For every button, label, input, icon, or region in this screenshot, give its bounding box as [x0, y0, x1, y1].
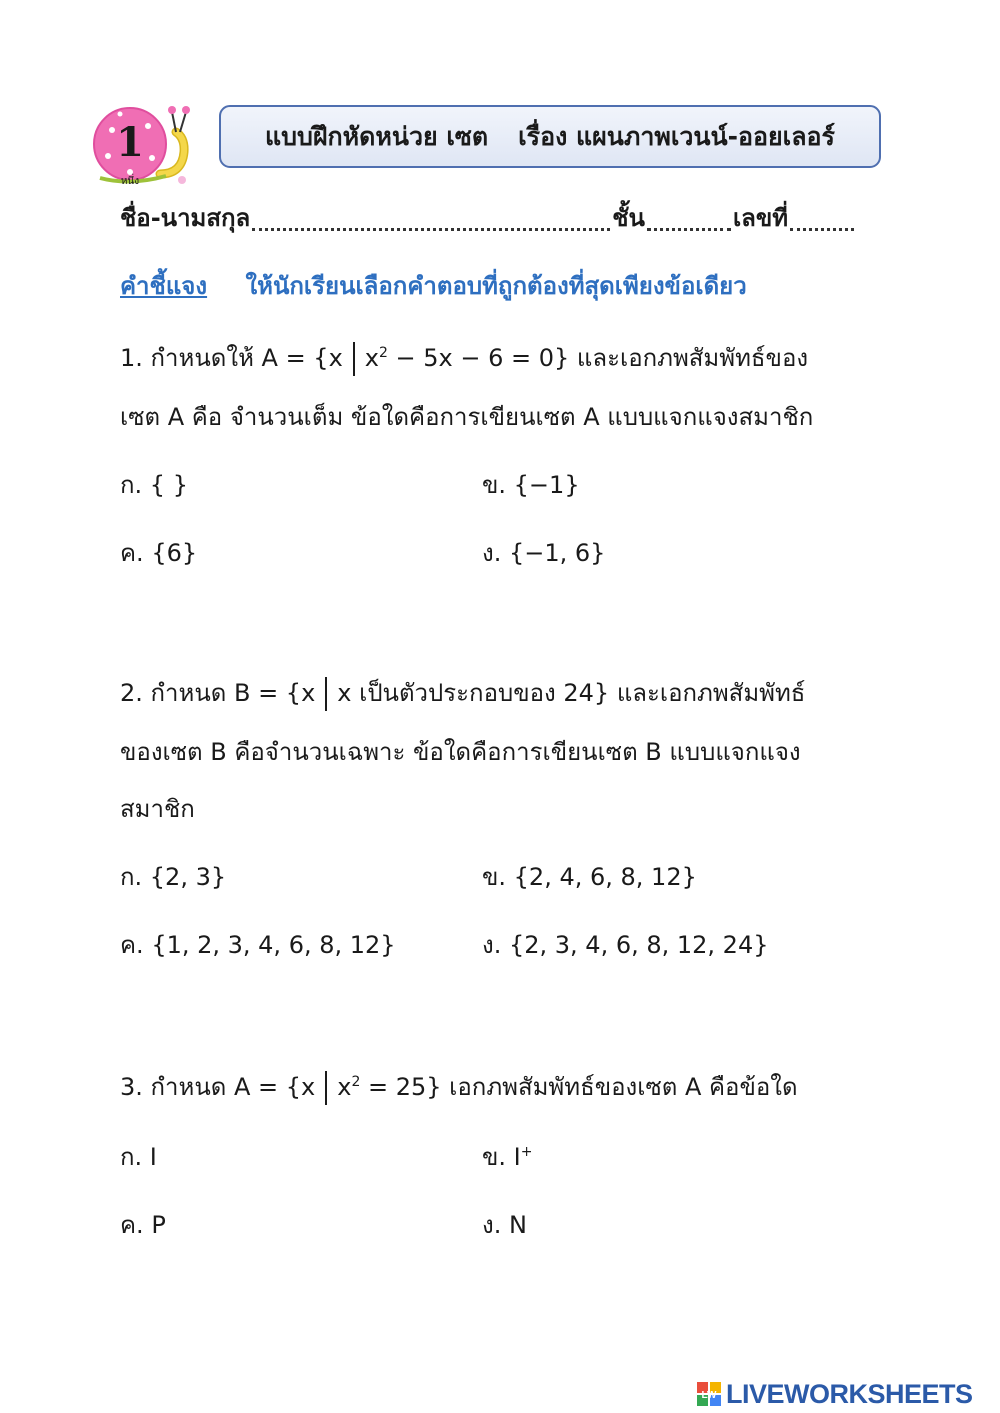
- worksheet-title: [219, 105, 881, 168]
- question-2-option-a[interactable]: ก. {2, 3}: [120, 863, 227, 891]
- question-1-option-d[interactable]: ง. {−1, 6}: [482, 539, 606, 567]
- name-field[interactable]: [252, 228, 610, 231]
- question-1-exponent: 2: [378, 345, 388, 361]
- such-that-bar: [325, 1071, 327, 1105]
- class-label: ชั้น: [612, 204, 645, 232]
- question-3-text-b: x: [337, 1073, 352, 1101]
- instructions-label: คำชี้แจง: [120, 272, 208, 300]
- question-2-text-b: x เป็นตัวประกอบของ 24} และเอกภพสัมพัทธ์: [337, 679, 806, 707]
- number-label: เลขที่: [732, 204, 789, 232]
- question-1-text-a: 1. กำหนดให้ A = {x: [120, 344, 343, 372]
- instructions: [120, 266, 747, 305]
- logo-caption: หนึ่ง: [120, 176, 140, 187]
- liveworksheets-footer[interactable]: [696, 1377, 973, 1411]
- question-3-exponent: 2: [351, 1074, 361, 1090]
- positive-superscript: +: [520, 1144, 533, 1160]
- question-3-option-d[interactable]: ง. N: [482, 1211, 527, 1239]
- question-3-option-b[interactable]: [482, 1137, 532, 1176]
- instructions-text: ให้นักเรียนเลือกคำตอบที่ถูกต้องที่สุดเพียงข้อเดียว: [245, 272, 747, 300]
- logo-number: 1: [116, 119, 144, 166]
- question-2-line-1: [120, 673, 805, 712]
- question-2-option-b[interactable]: ข. {2, 4, 6, 8, 12}: [482, 863, 697, 891]
- question-2-option-c[interactable]: ค. {1, 2, 3, 4, 6, 8, 12}: [120, 931, 396, 959]
- question-2-line-3: สมาชิก: [120, 795, 195, 823]
- snail-logo: [90, 100, 195, 188]
- question-1-option-b[interactable]: ข. {−1}: [482, 471, 580, 499]
- question-3-text-a: 3. กำหนด A = {x: [120, 1073, 316, 1101]
- question-1-text-c: − 5x − 6 = 0} และเอกภพสัมพัทธ์ของ: [387, 344, 809, 372]
- question-3-line-1: [120, 1067, 798, 1106]
- badge-letters: LW: [701, 1390, 717, 1401]
- brand-name: LIVEWORKSHEETS: [726, 1378, 973, 1409]
- question-2-option-d[interactable]: ง. {2, 3, 4, 6, 8, 12, 24}: [482, 931, 769, 959]
- number-field[interactable]: [790, 228, 854, 231]
- question-3-option-a[interactable]: ก. I: [120, 1143, 157, 1171]
- title-unit: แบบฝึกหัดหน่วย เซต: [265, 121, 489, 151]
- question-1-line-2: เซต A คือ จำนวนเต็ม ข้อใดคือการเขียนเซต A แบบแจกแจงสมาชิก: [120, 403, 814, 431]
- class-field[interactable]: [647, 228, 731, 231]
- question-2-text-a: 2. กำหนด B = {x: [120, 679, 316, 707]
- such-that-bar: [325, 677, 327, 711]
- question-3-option-b-text: ข. I: [482, 1143, 521, 1171]
- name-label: ชื่อ-นามสกุล: [120, 204, 251, 232]
- such-that-bar: [353, 342, 355, 376]
- liveworksheets-badge-icon: [696, 1381, 722, 1407]
- question-1-line-1: [120, 338, 808, 377]
- student-info-line: [120, 198, 875, 237]
- question-3-option-c[interactable]: ค. P: [120, 1211, 166, 1239]
- question-2-line-2: ของเซต B คือจำนวนเฉพาะ ข้อใดคือการเขียนเซต B แบบแจกแจง: [120, 738, 801, 766]
- question-3-text-c: = 25} เอกภพสัมพัทธ์ของเซต A คือข้อใด: [360, 1073, 798, 1101]
- question-1-option-c[interactable]: ค. {6}: [120, 539, 198, 567]
- title-topic: เรื่อง แผนภาพเวนน์-ออยเลอร์: [518, 121, 835, 151]
- question-1-option-a[interactable]: ก. { }: [120, 471, 188, 499]
- question-1-text-b: x: [364, 344, 379, 372]
